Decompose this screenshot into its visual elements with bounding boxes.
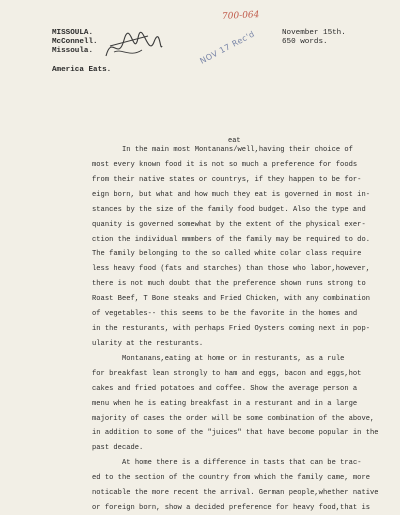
body-line: or foreign born, show a decided preference for heavy food,that is bbox=[92, 504, 371, 512]
body-line: for breakfast lean strongly to ham and eggs, bacon and eggs,hot bbox=[92, 369, 362, 378]
body-line: The family belonging to the so called white colar class require bbox=[92, 250, 362, 259]
body-line: from their native states or countrys, if they happen to be for- bbox=[92, 175, 362, 184]
body-line: in the resturants, with perhaps Fried Oysters coming next in pop- bbox=[92, 325, 371, 333]
body-line: there is not much doubt that the preference shown runs strong to bbox=[92, 280, 366, 289]
body-line: At home there is a difference in tasts that can be trac- bbox=[122, 459, 362, 468]
body-line: menu when he is eating breakfast in a resturant and in a large bbox=[92, 399, 358, 408]
body-line: of vegetables-- this seems to be the favorite in the homes and bbox=[92, 310, 358, 319]
body-line: less heavy food (fats and starches) than those who labor,however, bbox=[92, 265, 371, 274]
document-title: America Eats. bbox=[52, 66, 112, 74]
body-line: ed to the section of the country from which the family came, more bbox=[92, 474, 371, 483]
header-name: McConnell. bbox=[52, 38, 98, 46]
body-line: eign born, but what and how much they eat is governed in most in- bbox=[92, 190, 371, 199]
header-date: November 15th. bbox=[282, 29, 346, 37]
body-line: Roast Beef, T Bone steaks and Fried Chicken, with any combination bbox=[92, 295, 371, 304]
header-place: MISSOULA. bbox=[52, 29, 94, 37]
insertion-eat: eat bbox=[228, 137, 241, 145]
body-line: cakes and fried potatoes and coffee. Show the average person a bbox=[92, 384, 358, 393]
body-line: quanity is governed somewhat by the extent of the physical exer- bbox=[92, 220, 366, 229]
body-line: past decade. bbox=[92, 444, 144, 453]
handwritten-reference-number: 700-064 bbox=[221, 10, 260, 22]
received-date-stamp: NOV 17 Rec'd bbox=[198, 29, 257, 66]
body-line: most every known food it is not so much a preference for foods bbox=[92, 160, 358, 169]
body-line: ularity at the resturants. bbox=[92, 339, 204, 348]
body-line: majority of cases the order will be some combination of the above, bbox=[92, 414, 375, 423]
header-word-count: 650 words. bbox=[282, 38, 328, 46]
body-line: ction the individual mmmbers of the family may be required to do. bbox=[92, 235, 371, 244]
body-line: in addition to some of the "juices" that have become popular in the bbox=[92, 429, 379, 438]
body-line: Montanans,eating at home or in resturants, as a rule bbox=[122, 354, 345, 363]
body-line: In the main most Montanans/well,having their choice of bbox=[122, 146, 353, 154]
signature-scribble-icon bbox=[104, 28, 164, 68]
body-line: stances by the size of the family food budget. Also the type and bbox=[92, 205, 366, 214]
header-place-2: Missoula. bbox=[52, 47, 94, 55]
body-line: noticable the more recent the arrival. German people,whether native bbox=[92, 489, 379, 498]
